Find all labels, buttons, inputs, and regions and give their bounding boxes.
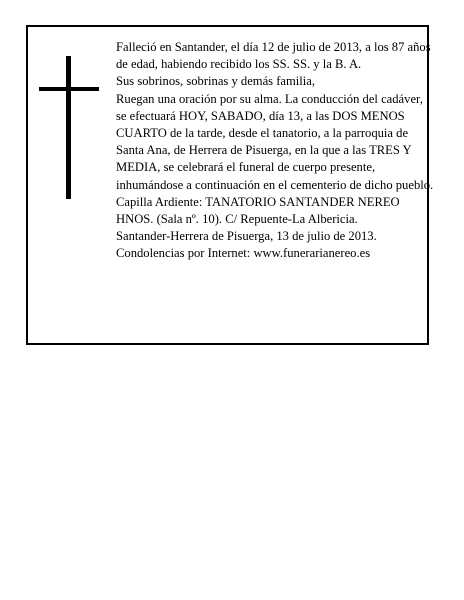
cross-vertical-bar xyxy=(66,56,71,199)
obituary-notice xyxy=(26,25,434,345)
condolences-line: Condolencias por Internet: www.funerarianereo.es xyxy=(116,246,371,261)
family-line: Sus sobrinos, sobrinas y demás familia, xyxy=(116,74,316,89)
place-date-line: Santander-Herrera de Pisuerga, 13 de julio de 2013. xyxy=(116,229,377,244)
death-announcement: Falleció en Santander, el día 12 de julio de 2013, a los 87 años de edad, habiendo recibido los SS. SS. y la B. A. xyxy=(116,40,431,72)
notice-text xyxy=(116,39,434,263)
cross-icon xyxy=(39,56,99,199)
cross-horizontal-bar xyxy=(39,87,99,91)
funeral-details: Ruegan una oración por su alma. La conducción del cadáver, se efectuará HOY, SABADO, día 13, a las DOS MENOS CUARTO de la tarde, desde el tanatorio, a la parroquia de Santa Ana, de Herrera de Pisuerga, en la que a las TRES Y MEDIA, se celebrará el funeral de cuerpo presente, inhumándose a continuación en el cementerio de dicho pueblo. Capilla Ardiente: TANATORIO SANTANDER NEREO HNOS. (Sala nº. 10). C/ Repuente-La Albericia. xyxy=(116,91,434,227)
